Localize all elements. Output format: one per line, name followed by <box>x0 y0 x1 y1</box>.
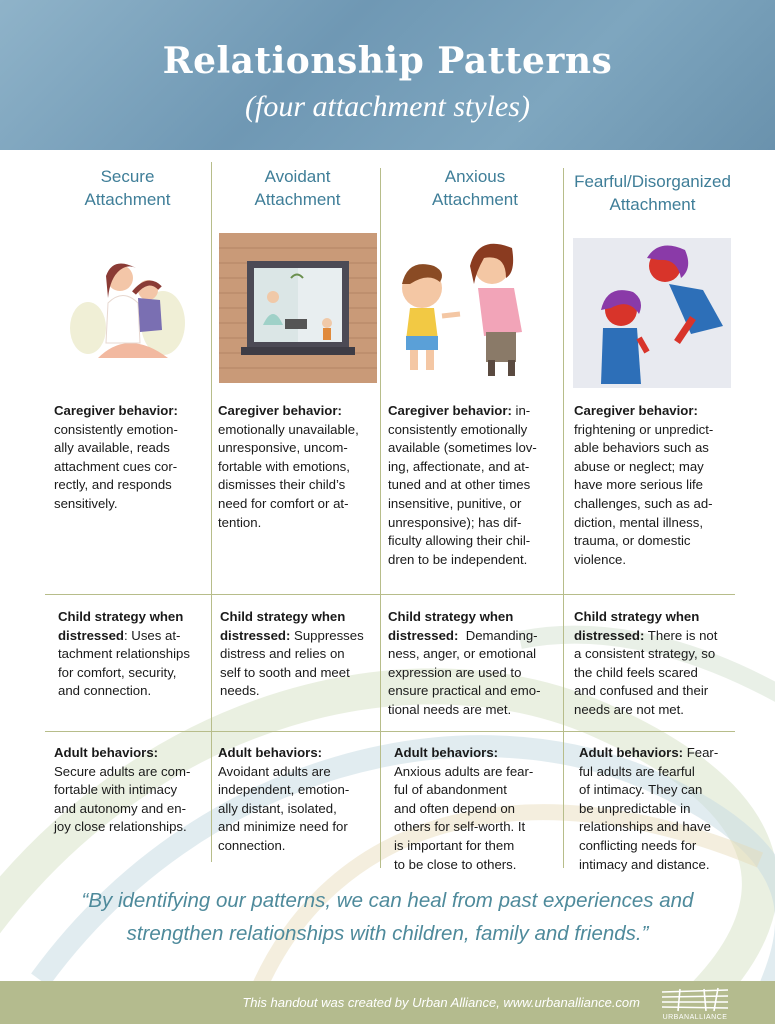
header-banner <box>0 0 775 150</box>
child-strategy-label: distressed: <box>220 627 291 643</box>
text-line: of intimacy. They can <box>579 782 703 798</box>
text-line: self to sooth and meet <box>220 664 350 680</box>
text-line: for comfort, security, <box>58 664 177 680</box>
child-strategy-label: Child strategy when <box>220 609 346 624</box>
text-line: challenges, such as ad- <box>574 495 713 511</box>
anxious-caregiver-behavior <box>388 402 560 569</box>
avoidant-attachment-illustration <box>219 233 377 383</box>
text-line: others for self-worth. It <box>394 819 526 835</box>
text-line: Fear- <box>683 745 719 760</box>
text-line: connection. <box>218 837 286 853</box>
avoidant-adult-behaviors <box>218 744 378 856</box>
text-line: Suppresses <box>290 627 364 643</box>
caregiver-label: Caregiver behavior: <box>54 403 178 418</box>
text-line: conflicting needs for <box>579 837 697 853</box>
text-line: tachment relationships <box>58 646 190 662</box>
column-heading-line: Attachment <box>432 190 518 209</box>
column-heading-line: Fearful/Disorganized <box>574 172 731 191</box>
text-line: insensitive, punitive, or <box>388 495 522 511</box>
text-line: and minimize need for <box>218 819 348 835</box>
text-line: tional needs are met. <box>388 701 512 717</box>
fearful-child-strategy <box>574 608 739 720</box>
column-heading-fearful <box>565 170 740 216</box>
text-line: and autonomy and en- <box>54 800 186 816</box>
text-line: unresponsive); has dif- <box>388 514 522 530</box>
child-strategy-label: Child strategy when <box>574 609 700 624</box>
row-divider <box>45 731 735 732</box>
anxious-adult-behaviors <box>394 744 560 874</box>
text-line: joy close relationships. <box>54 819 187 835</box>
text-line: sensitively. <box>54 495 118 511</box>
text-line: tuned and at other times <box>388 477 531 493</box>
column-divider <box>380 168 381 868</box>
text-line: trauma, or domestic <box>574 533 691 549</box>
text-line: Anxious adults are fear- <box>394 763 534 779</box>
text-line: needs are not met. <box>574 701 684 717</box>
column-heading-anxious <box>385 165 565 211</box>
adult-behaviors-label: Adult behaviors: <box>394 745 499 760</box>
text-line: tention. <box>218 514 262 530</box>
avoidant-child-strategy <box>220 608 380 701</box>
text-line: ally available, reads <box>54 440 170 456</box>
column-heading-secure <box>45 165 210 211</box>
text-line: Secure adults are com- <box>54 763 191 779</box>
quote-line: strengthen relationships with children, family and friends.” <box>126 922 649 945</box>
child-strategy-label: distressed: <box>574 627 645 643</box>
text-line: Avoidant adults are <box>218 763 331 779</box>
page-title: Relationship Patterns <box>162 40 613 82</box>
text-line: distress and relies on <box>220 646 345 662</box>
urban-alliance-logo <box>658 987 732 1021</box>
quote-line: “By identifying our patterns, we can heal from past experiences and <box>81 889 694 912</box>
column-heading-line: Attachment <box>609 195 696 214</box>
logo-mark-icon <box>658 987 732 1013</box>
text-line: need for comfort or at- <box>218 495 349 511</box>
adult-behaviors-label: Adult behaviors: <box>579 745 684 760</box>
column-divider <box>563 168 564 868</box>
fearful-caregiver-behavior <box>574 402 739 569</box>
row-divider <box>45 594 735 595</box>
text-line: independent, emotion- <box>218 782 350 798</box>
text-line: unresponsive, uncom- <box>218 440 348 456</box>
text-line: ful of abandonment <box>394 782 507 798</box>
column-heading-line: Attachment <box>254 190 341 209</box>
text-line: consistently emotion- <box>54 421 178 437</box>
text-line: : Uses at- <box>123 627 181 643</box>
text-line: rectly, and responds <box>54 477 172 493</box>
text-line: emotionally unavailable, <box>218 421 359 437</box>
secure-caregiver-behavior <box>54 402 206 514</box>
text-line: have more serious life <box>574 477 704 493</box>
text-line: is important for them <box>394 837 515 853</box>
anxious-attachment-illustration <box>388 232 548 382</box>
text-line: frightening or unpredict- <box>574 421 714 437</box>
page-subtitle: (four attachment styles) <box>245 90 530 123</box>
caregiver-label: Caregiver behavior: <box>218 403 342 418</box>
closing-quote <box>30 884 745 950</box>
secure-attachment-illustration <box>68 248 188 368</box>
caregiver-label: Caregiver behavior: <box>574 403 698 418</box>
secure-adult-behaviors <box>54 744 206 837</box>
text-line: ensure practical and emo- <box>388 683 541 699</box>
fearful-attachment-illustration <box>573 238 731 388</box>
text-line: be unpredictable in <box>579 800 691 816</box>
text-line: attachment cues cor- <box>54 458 178 474</box>
text-line: ficulty allowing their chil- <box>388 533 531 549</box>
column-heading-line: Secure <box>100 167 155 186</box>
child-strategy-label: Child strategy when <box>388 609 514 624</box>
text-line: available (sometimes lov- <box>388 440 537 456</box>
secure-child-strategy <box>58 608 210 701</box>
text-line: to be close to others. <box>394 856 517 872</box>
text-line: in- <box>511 403 531 418</box>
column-heading-line: Anxious <box>444 167 506 186</box>
child-strategy-label: distressed <box>58 627 124 643</box>
text-line: needs. <box>220 683 260 699</box>
adult-behaviors-label: Adult behaviors: <box>218 745 323 760</box>
text-line: diction, mental illness, <box>574 514 704 530</box>
fearful-adult-behaviors <box>579 744 739 874</box>
text-line: dismisses their child’s <box>218 477 346 493</box>
text-line: relationships and have <box>579 819 711 835</box>
avoidant-caregiver-behavior <box>218 402 380 532</box>
column-divider <box>211 162 212 862</box>
text-line: intimacy and distance. <box>579 856 710 872</box>
text-line: the child feels scared <box>574 664 698 680</box>
text-line: ing, affectionate, and at- <box>388 458 530 474</box>
text-line: ally distant, isolated, <box>218 800 337 816</box>
text-line: ful adults are fearful <box>579 763 695 779</box>
text-line: and confused and their <box>574 683 709 699</box>
text-line: expression are used to <box>388 664 522 680</box>
column-heading-line: Attachment <box>84 190 171 209</box>
logo-wordmark: URBANALLIANCE <box>662 1014 728 1021</box>
text-line: consistently emotionally <box>388 421 528 437</box>
text-line: and often depend on <box>394 800 515 816</box>
text-line: dren to be independent. <box>388 551 528 567</box>
anxious-child-strategy <box>388 608 560 720</box>
text-line: fortable with emotions, <box>218 458 350 474</box>
text-line: a consistent strategy, so <box>574 646 716 662</box>
footer-credit: This handout was created by Urban Alliance, www.urbanalliance.com <box>242 995 640 1010</box>
adult-behaviors-label: Adult behaviors: <box>54 745 159 760</box>
text-line: violence. <box>574 551 627 567</box>
text-line: and connection. <box>58 683 152 699</box>
child-strategy-label: Child strategy when <box>58 609 184 624</box>
child-strategy-label: distressed: <box>388 627 459 643</box>
caregiver-label: Caregiver behavior: <box>388 403 512 418</box>
text-line: ness, anger, or emotional <box>388 646 537 662</box>
text-line: Demanding- <box>458 627 538 643</box>
text-line: abuse or neglect; may <box>574 458 704 474</box>
text-line: able behaviors such as <box>574 440 709 456</box>
text-line: fortable with intimacy <box>54 782 178 798</box>
text-line: There is not <box>644 627 718 643</box>
column-heading-line: Avoidant <box>264 167 331 186</box>
column-heading-avoidant <box>215 165 380 211</box>
